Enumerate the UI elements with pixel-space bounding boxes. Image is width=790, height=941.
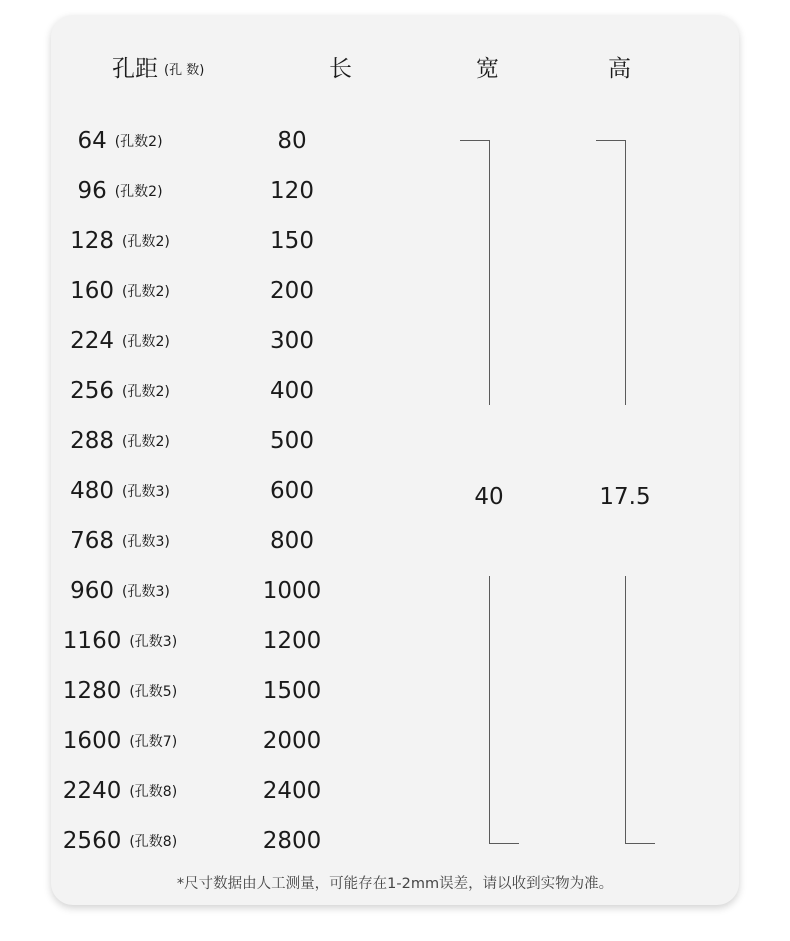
spacing-value: 224	[70, 328, 115, 354]
row-length: 400	[270, 378, 314, 404]
hole-count: (孔数5)	[129, 684, 178, 700]
width-bracket-top	[460, 140, 490, 405]
row-spacing	[0, 326, 240, 357]
footnote: *尺寸数据由人工测量，可能存在1-2mm误差，请以收到实物为准。	[176, 876, 614, 892]
header-spacing-sub: (孔 数)	[164, 63, 205, 78]
spacing-value: 960	[70, 578, 115, 604]
row-spacing	[0, 176, 240, 207]
hole-count: (孔数8)	[129, 834, 178, 850]
spacing-value: 1160	[62, 628, 122, 654]
spacing-value: 1280	[62, 678, 122, 704]
spacing-value: 128	[70, 228, 115, 254]
header-spacing-label: 孔距	[112, 56, 158, 82]
row-length: 80	[277, 128, 307, 154]
hole-count: (孔数2)	[122, 384, 170, 400]
row-spacing	[0, 226, 240, 257]
hole-count: (孔数2)	[114, 184, 163, 200]
row-spacing	[0, 276, 240, 307]
row-length: 2800	[262, 828, 322, 854]
row-spacing	[0, 676, 240, 707]
spacing-value: 288	[70, 428, 115, 454]
row-spacing	[0, 126, 240, 157]
row-spacing	[0, 576, 240, 607]
hole-count: (孔数3)	[122, 484, 170, 500]
row-length: 1500	[262, 678, 322, 704]
spacing-value: 480	[70, 478, 115, 504]
row-spacing	[0, 726, 240, 757]
height-bracket-top	[596, 140, 626, 405]
hole-count: (孔数2)	[122, 234, 170, 250]
spacing-value: 96	[77, 178, 107, 204]
hole-count: (孔数2)	[122, 284, 170, 300]
width-bracket-bottom	[489, 576, 519, 844]
row-length: 120	[270, 178, 314, 204]
header-spacing	[112, 53, 204, 87]
hole-count: (孔数2)	[122, 334, 170, 350]
spacing-value: 1600	[62, 728, 122, 754]
row-length: 2400	[262, 778, 322, 804]
hole-count: (孔数8)	[129, 784, 178, 800]
spacing-value: 160	[70, 278, 115, 304]
row-spacing	[0, 376, 240, 407]
width-value: 40	[474, 484, 504, 510]
hole-count: (孔数2)	[122, 434, 170, 450]
spacing-value: 768	[70, 528, 115, 554]
row-spacing	[0, 476, 240, 507]
hole-count: (孔数7)	[129, 734, 178, 750]
row-length: 300	[270, 328, 314, 354]
row-spacing	[0, 426, 240, 457]
row-spacing	[0, 626, 240, 657]
row-length: 150	[270, 228, 314, 254]
spacing-value: 2560	[62, 828, 122, 854]
row-length: 1000	[262, 578, 322, 604]
row-length: 200	[270, 278, 314, 304]
row-length: 1200	[262, 628, 322, 654]
spacing-value: 64	[77, 128, 107, 154]
row-length: 600	[270, 478, 314, 504]
spacing-value: 2240	[62, 778, 122, 804]
row-spacing	[0, 776, 240, 807]
header-width: 宽	[476, 56, 499, 82]
row-length: 800	[270, 528, 314, 554]
row-spacing	[0, 526, 240, 557]
header-height: 高	[608, 56, 631, 82]
header-length: 长	[329, 56, 352, 82]
spacing-value: 256	[70, 378, 115, 404]
hole-count: (孔数2)	[114, 134, 163, 150]
hole-count: (孔数3)	[122, 584, 170, 600]
row-length: 500	[270, 428, 314, 454]
row-length: 2000	[262, 728, 322, 754]
hole-count: (孔数3)	[122, 534, 170, 550]
height-bracket-bottom	[625, 576, 655, 844]
height-value: 17.5	[599, 484, 651, 510]
hole-count: (孔数3)	[129, 634, 178, 650]
row-spacing	[0, 826, 240, 857]
